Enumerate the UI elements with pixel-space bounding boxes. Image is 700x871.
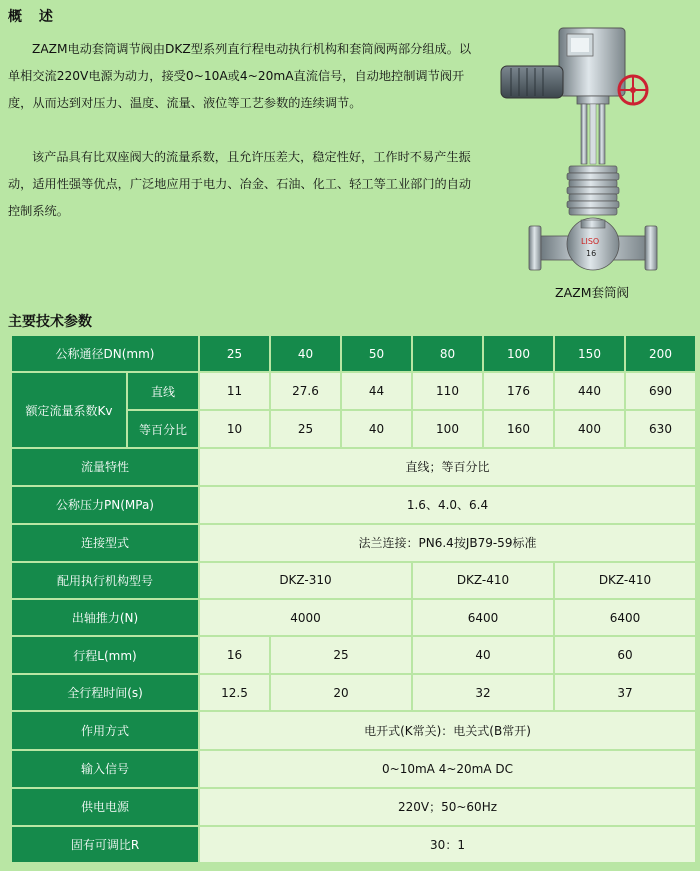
- kv-linear-cell: 110: [412, 372, 483, 410]
- dn-row: [11, 335, 696, 372]
- dn-label: 公称通径DN(mm): [11, 335, 199, 372]
- thrust-cell: 6400: [412, 599, 554, 636]
- stroke-label: 行程L(mm): [11, 636, 199, 674]
- input-label: 输入信号: [11, 750, 199, 788]
- stroke-cell: 60: [554, 636, 696, 674]
- power-row: [11, 788, 696, 826]
- kv-eqp-cell: 25: [270, 410, 341, 448]
- input-value: 0~10mA 4~20mA DC: [199, 750, 696, 788]
- actuator-cell: DKZ-410: [412, 562, 554, 599]
- valve-image: [497, 22, 687, 277]
- spec-table: [10, 334, 697, 864]
- stroke-cell: 16: [199, 636, 270, 674]
- flow-char-value: 直线；等百分比: [199, 448, 696, 485]
- kv-eqp-cell: 100: [412, 410, 483, 448]
- range-label: 固有可调比R: [11, 826, 199, 863]
- time-cell: 20: [270, 674, 412, 711]
- range-row: [11, 826, 696, 863]
- time-cell: 12.5: [199, 674, 270, 711]
- kv-eqp-cell: 160: [483, 410, 554, 448]
- pn-label: 公称压力PN(MPa): [11, 486, 199, 524]
- kv-eqp-cell: 40: [341, 410, 412, 448]
- params-heading: 主要技术参数: [8, 314, 92, 330]
- time-label: 全行程时间(s): [11, 674, 199, 711]
- thrust-row: [11, 599, 696, 636]
- flow-char-label: 流量特性: [11, 448, 199, 485]
- linear-label: 直线: [127, 372, 199, 410]
- thrust-cell: 4000: [199, 599, 412, 636]
- dn-cell: 50: [341, 335, 412, 372]
- input-row: [11, 750, 696, 788]
- kv-label: 额定流量系数Kv: [11, 372, 127, 448]
- valve-caption: ZAZM套筒阀: [555, 285, 629, 300]
- eqp-label: 等百分比: [127, 410, 199, 448]
- stroke-row: [11, 636, 696, 674]
- thrust-label: 出轴推力(N): [11, 599, 199, 636]
- power-value: 220V；50~60Hz: [199, 788, 696, 826]
- time-cell: 37: [554, 674, 696, 711]
- kv-linear-cell: 27.6: [270, 372, 341, 410]
- dn-cell: 100: [483, 335, 554, 372]
- dn-cell: 25: [199, 335, 270, 372]
- actuator-label: 配用执行机构型号: [11, 562, 199, 599]
- dn-cell: 40: [270, 335, 341, 372]
- actuator-cell: DKZ-310: [199, 562, 412, 599]
- stroke-cell: 40: [412, 636, 554, 674]
- range-value: 30：1: [199, 826, 696, 863]
- kv-eqp-cell: 10: [199, 410, 270, 448]
- kv-linear-cell: 176: [483, 372, 554, 410]
- pn-row: [11, 486, 696, 524]
- kv-eqp-cell: 630: [625, 410, 696, 448]
- thrust-cell: 6400: [554, 599, 696, 636]
- conn-row: [11, 524, 696, 562]
- flow-char-row: [11, 448, 696, 485]
- actuator-row: [11, 562, 696, 599]
- conn-value: 法兰连接：PN6.4按JB79-59标准: [199, 524, 696, 562]
- overview-paragraph-1: ZAZM电动套筒调节阀由DKZ型系列直行程电动执行机构和套筒阀两部分组成。以单相交流220V电源为动力，接受0~10A或4~20mA直流信号，自动地控制调节阀开度，从而达到对压力、温度、流量、液位等工艺参数的连续调节。: [8, 42, 472, 110]
- action-value: 电开式(K常关)：电关式(B常开): [199, 711, 696, 749]
- pn-value: 1.6、4.0、6.4: [199, 486, 696, 524]
- action-label: 作用方式: [11, 711, 199, 749]
- kv-linear-cell: 440: [554, 372, 625, 410]
- dn-cell: 200: [625, 335, 696, 372]
- linear-row: [11, 372, 696, 410]
- actuator-cell: DKZ-410: [554, 562, 696, 599]
- overview-heading: 概 述: [8, 9, 59, 25]
- valve-plate-text: LISO: [581, 237, 600, 246]
- kv-linear-cell: 11: [199, 372, 270, 410]
- power-label: 供电电源: [11, 788, 199, 826]
- conn-label: 连接型式: [11, 524, 199, 562]
- kv-linear-cell: 44: [341, 372, 412, 410]
- valve-body-number: 16: [586, 249, 597, 258]
- dn-cell: 80: [412, 335, 483, 372]
- time-row: [11, 674, 696, 711]
- overview-paragraph-2: 该产品具有比双座阀大的流量系数，且允许压差大，稳定性好，工作时不易产生振动，适用性强等优点，广泛地应用于电力、冶金、石油、化工、轻工等工业部门的自动控制系统。: [8, 150, 472, 218]
- stroke-cell: 25: [270, 636, 412, 674]
- dn-cell: 150: [554, 335, 625, 372]
- time-cell: 32: [412, 674, 554, 711]
- kv-linear-cell: 690: [625, 372, 696, 410]
- action-row: [11, 711, 696, 749]
- kv-eqp-cell: 400: [554, 410, 625, 448]
